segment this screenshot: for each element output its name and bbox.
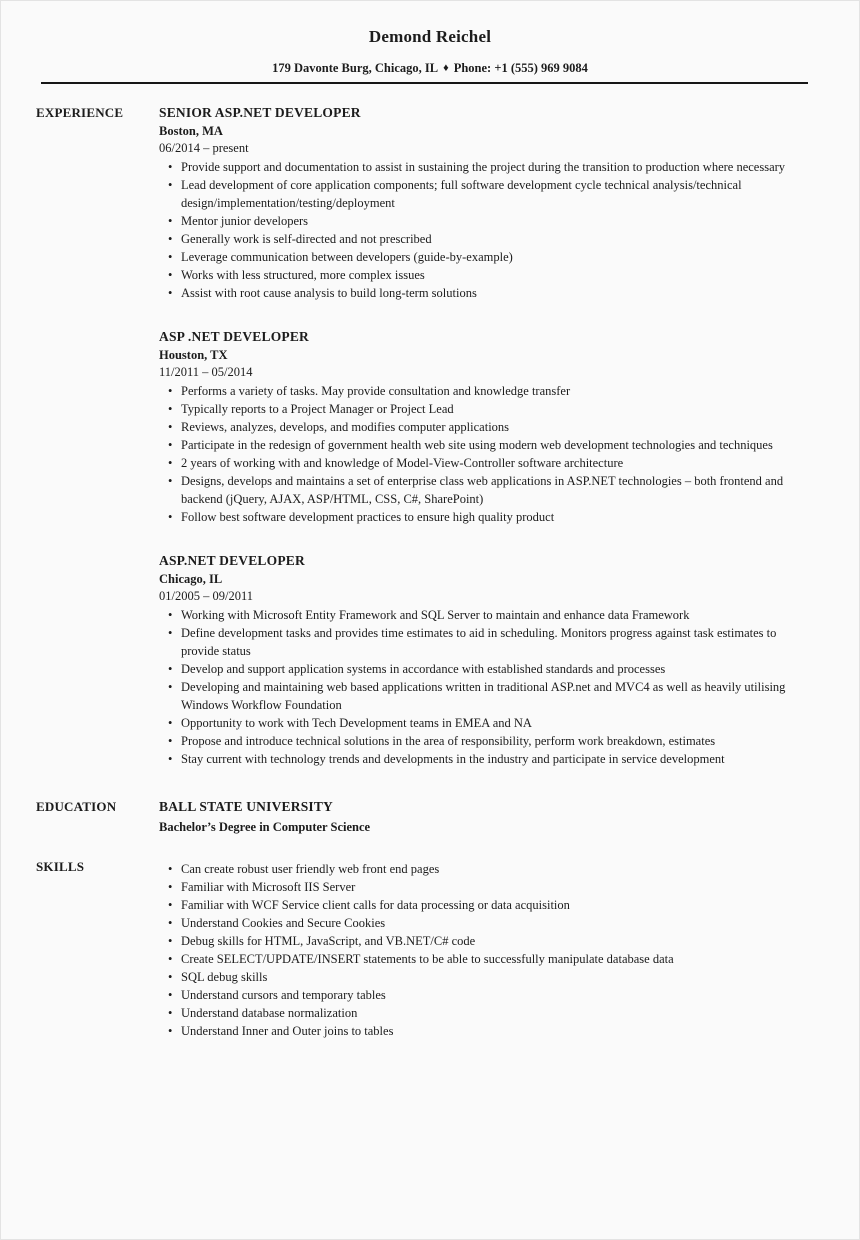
experience-content bbox=[159, 104, 811, 768]
section-education bbox=[36, 798, 811, 836]
job-entry bbox=[159, 328, 811, 526]
education-content bbox=[159, 798, 811, 836]
bullet-item: • Opportunity to work with Tech Development teams in EMEA and NA bbox=[159, 714, 811, 732]
bullet-item: • Stay current with technology trends and developments in the industry and participate in service development bbox=[159, 750, 811, 768]
bullet-item: • Leverage communication between developers (guide-by-example) bbox=[159, 248, 811, 266]
bullet-item: • Designs, develops and maintains a set of enterprise class web applications in ASP.NET technologies – both frontend and backend (jQuery, AJAX, ASP/HTML, CSS, C#, SharePoint) bbox=[159, 472, 811, 508]
school-name: BALL STATE UNIVERSITY bbox=[159, 799, 334, 814]
job-title: ASP .NET DEVELOPER bbox=[159, 329, 310, 344]
job-dates: 06/2014 – present bbox=[159, 141, 249, 155]
skill-item: • Understand Inner and Outer joins to tables bbox=[159, 1022, 811, 1040]
skill-item: • Understand Cookies and Secure Cookies bbox=[159, 914, 811, 932]
skill-item: • Debug skills for HTML, JavaScript, and VB.NET/C# code bbox=[159, 932, 811, 950]
skill-item: • SQL debug skills bbox=[159, 968, 811, 986]
bullet-item: • Working with Microsoft Entity Framework and SQL Server to maintain and enhance data Framework bbox=[159, 606, 811, 624]
bullet-item: • Developing and maintaining web based applications written in traditional ASP.net and MVC4 as well as heavily utilising Windows Workflow Foundation bbox=[159, 678, 811, 714]
section-experience bbox=[36, 104, 811, 768]
job-location: Chicago, IL bbox=[159, 572, 223, 586]
contact-line bbox=[1, 60, 859, 77]
experience-heading: EXPERIENCE bbox=[36, 105, 124, 120]
job-bullet-list bbox=[159, 158, 811, 302]
resume-body bbox=[1, 84, 859, 1040]
skills-content bbox=[159, 858, 811, 1040]
bullet-item: • 2 years of working with and knowledge of Model-View-Controller software architecture bbox=[159, 454, 811, 472]
skill-item: • Create SELECT/UPDATE/INSERT statements to be able to successfully manipulate database data bbox=[159, 950, 811, 968]
skills-heading: SKILLS bbox=[36, 859, 85, 874]
job-entry bbox=[159, 552, 811, 768]
bullet-item: • Develop and support application systems in accordance with established standards and processes bbox=[159, 660, 811, 678]
bullet-item: • Assist with root cause analysis to build long-term solutions bbox=[159, 284, 811, 302]
bullet-item: • Participate in the redesign of government health web site using modern web development technologies and techniques bbox=[159, 436, 811, 454]
bullet-item: • Generally work is self-directed and not prescribed bbox=[159, 230, 811, 248]
skill-item: • Familiar with Microsoft IIS Server bbox=[159, 878, 811, 896]
job-bullet-list bbox=[159, 382, 811, 526]
bullet-item: • Performs a variety of tasks. May provide consultation and knowledge transfer bbox=[159, 382, 811, 400]
resume-header bbox=[1, 1, 859, 84]
bullet-item: • Follow best software development practices to ensure high quality product bbox=[159, 508, 811, 526]
job-dates: 11/2011 – 05/2014 bbox=[159, 365, 253, 379]
phone-text: Phone: +1 (555) 969 9084 bbox=[453, 61, 588, 75]
section-skills bbox=[36, 858, 811, 1040]
bullet-item: • Works with less structured, more complex issues bbox=[159, 266, 811, 284]
bullet-item: • Mentor junior developers bbox=[159, 212, 811, 230]
bullet-item: • Propose and introduce technical solutions in the area of responsibility, perform work breakdown, estimates bbox=[159, 732, 811, 750]
job-location: Boston, MA bbox=[159, 124, 223, 138]
job-title: ASP.NET DEVELOPER bbox=[159, 553, 305, 568]
bullet-item: • Reviews, analyzes, develops, and modifies computer applications bbox=[159, 418, 811, 436]
job-title: SENIOR ASP.NET DEVELOPER bbox=[159, 105, 361, 120]
education-heading: EDUCATION bbox=[36, 799, 117, 814]
job-entry bbox=[159, 104, 811, 302]
person-name: Demond Reichel bbox=[368, 27, 492, 46]
bullet-item: • Typically reports to a Project Manager or Project Lead bbox=[159, 400, 811, 418]
skill-item: • Can create robust user friendly web front end pages bbox=[159, 860, 811, 878]
job-dates: 01/2005 – 09/2011 bbox=[159, 589, 253, 603]
bullet-item: • Provide support and documentation to assist in sustaining the project during the transition to production where necessary bbox=[159, 158, 811, 176]
skill-item: • Familiar with WCF Service client calls for data processing or data acquisition bbox=[159, 896, 811, 914]
bullet-item: • Lead development of core application components; full software development cycle technical analysis/technical design/implementation/testing/deployment bbox=[159, 176, 811, 212]
diamond-icon: ♦ bbox=[443, 62, 449, 74]
address-text: 179 Davonte Burg, Chicago, IL bbox=[272, 61, 439, 75]
skill-item: • Understand database normalization bbox=[159, 1004, 811, 1022]
job-location: Houston, TX bbox=[159, 348, 228, 362]
job-bullet-list bbox=[159, 606, 811, 768]
degree-name: Bachelor’s Degree in Computer Science bbox=[159, 820, 371, 834]
bullet-item: • Define development tasks and provides time estimates to aid in scheduling. Monitors progress against task estimates to provide status bbox=[159, 624, 811, 660]
skills-list bbox=[159, 860, 811, 1040]
skill-item: • Understand cursors and temporary tables bbox=[159, 986, 811, 1004]
